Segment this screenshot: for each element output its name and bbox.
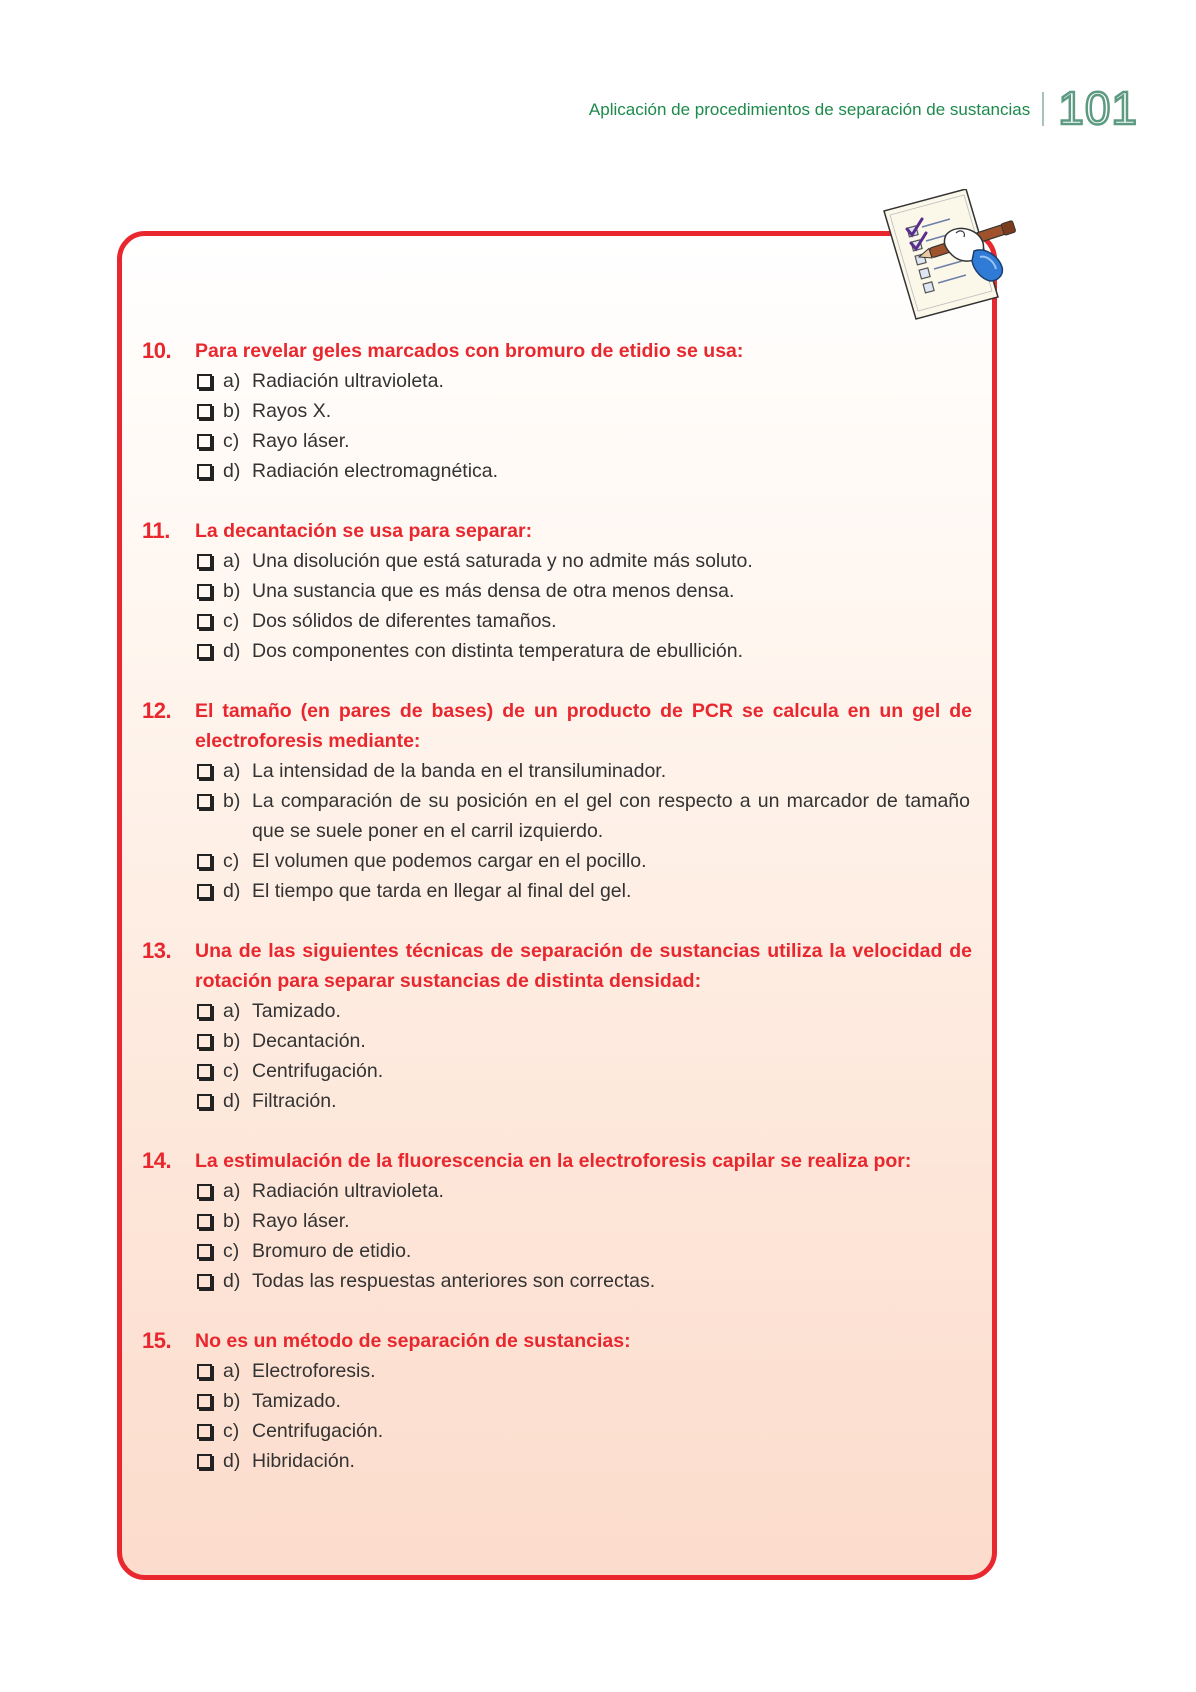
option-letter: d): [223, 880, 241, 902]
option-text: Hibridación.: [252, 1450, 355, 1472]
question-header: [142, 936, 972, 996]
question-number: 11.: [142, 518, 170, 543]
checkbox-icon[interactable]: [197, 584, 212, 599]
question-text: Una de las siguientes técnicas de separación de sustancias utiliza la velocidad de rotación para separar sustancias de distinta densidad:: [195, 940, 972, 992]
question-text: La decantación se usa para separar:: [195, 520, 533, 542]
checklist-hand-pen-icon: [876, 189, 1026, 324]
option-letter: a): [223, 550, 241, 572]
checkbox-icon[interactable]: [197, 434, 212, 449]
option-text: Decantación.: [252, 1030, 366, 1052]
option-text: Electroforesis.: [252, 1360, 376, 1382]
checkbox-icon[interactable]: [197, 1034, 212, 1049]
option-text: Una disolución que está saturada y no admite más soluto.: [252, 550, 753, 572]
question-number: 12.: [142, 698, 172, 723]
checkbox-icon[interactable]: [197, 1424, 212, 1439]
question-header: [142, 516, 972, 546]
option-letter: b): [223, 1210, 241, 1232]
checkbox-icon[interactable]: [197, 1064, 212, 1079]
option-letter: b): [223, 400, 241, 422]
checkbox-icon[interactable]: [197, 1214, 212, 1229]
checkbox-icon[interactable]: [197, 884, 212, 899]
option-letter: a): [223, 760, 241, 782]
question-number: 13.: [142, 938, 172, 963]
option-text: Dos componentes con distinta temperatura de ebullición.: [252, 640, 744, 662]
option-text: El tiempo que tarda en llegar al final del gel.: [252, 880, 632, 902]
option-text: La comparación de su posición en el gel con respecto a un marcador de tamaño que se suele poner en el carril izquierdo.: [252, 790, 970, 842]
option-letter: d): [223, 1090, 241, 1112]
option-letter: a): [223, 1180, 241, 1202]
checkbox-icon[interactable]: [197, 644, 212, 659]
checkbox-icon[interactable]: [197, 1454, 212, 1469]
option-letter: c): [223, 430, 240, 452]
checkbox-icon[interactable]: [197, 1394, 212, 1409]
option-letter: c): [223, 1240, 240, 1262]
question: [142, 696, 972, 906]
answer-option[interactable]: [195, 546, 972, 576]
question: [142, 936, 972, 1116]
option-text: Rayo láser.: [252, 1210, 350, 1232]
page-number: 101: [1058, 82, 1138, 134]
answer-options: [142, 366, 972, 486]
answer-option[interactable]: [195, 1206, 972, 1236]
option-letter: c): [223, 1420, 240, 1442]
option-letter: d): [223, 1270, 241, 1292]
checkbox-icon[interactable]: [197, 794, 212, 809]
checkbox-icon[interactable]: [197, 374, 212, 389]
checkbox-icon[interactable]: [197, 554, 212, 569]
checkbox-icon[interactable]: [197, 1004, 212, 1019]
answer-option[interactable]: [195, 1446, 972, 1476]
question-text: No es un método de separación de sustancias:: [195, 1330, 631, 1352]
checkbox-icon[interactable]: [197, 1184, 212, 1199]
answer-options: [142, 546, 972, 666]
answer-option[interactable]: [195, 1386, 972, 1416]
option-letter: b): [223, 1030, 241, 1052]
option-text: Tamizado.: [252, 1390, 341, 1412]
question-number: 14.: [142, 1148, 172, 1173]
option-text: El volumen que podemos cargar en el pocillo.: [252, 850, 647, 872]
option-letter: a): [223, 1000, 241, 1022]
checkbox-icon[interactable]: [197, 614, 212, 629]
option-text: Bromuro de etidio.: [252, 1240, 412, 1262]
option-text: Radiación ultravioleta.: [252, 1180, 444, 1202]
question-header: [142, 696, 972, 756]
option-text: Centrifugación.: [252, 1420, 384, 1442]
question-header: [142, 336, 972, 366]
answer-option[interactable]: [195, 606, 972, 636]
answer-option[interactable]: [195, 1266, 972, 1296]
answer-options: [142, 756, 972, 906]
answer-option[interactable]: [195, 876, 972, 906]
option-text: Todas las respuestas anteriores son correctas.: [252, 1270, 656, 1292]
checkbox-icon[interactable]: [197, 464, 212, 479]
option-letter: a): [223, 1360, 241, 1382]
checkbox-icon[interactable]: [197, 1364, 212, 1379]
checkbox-icon[interactable]: [197, 854, 212, 869]
answer-option[interactable]: [195, 396, 972, 426]
option-letter: b): [223, 790, 241, 812]
answer-option[interactable]: [195, 1086, 972, 1116]
page-header: [588, 82, 1138, 134]
answer-option[interactable]: [195, 1026, 972, 1056]
answer-options: [142, 1356, 972, 1476]
option-text: Rayos X.: [252, 400, 332, 422]
option-text: Radiación ultravioleta.: [252, 370, 444, 392]
option-letter: d): [223, 1450, 241, 1472]
answer-option[interactable]: [195, 636, 972, 666]
chapter-title: Aplicación de procedimientos de separación de sustancias: [588, 100, 1031, 119]
option-text: Rayo láser.: [252, 430, 350, 452]
question: [142, 1146, 972, 1296]
option-text: Filtración.: [252, 1090, 337, 1112]
checkbox-icon[interactable]: [197, 1094, 212, 1109]
option-text: Centrifugación.: [252, 1060, 384, 1082]
answer-option[interactable]: [195, 366, 972, 396]
option-letter: c): [223, 850, 240, 872]
question-text: La estimulación de la fluorescencia en la electroforesis capilar se realiza por:: [195, 1150, 912, 1172]
question: [142, 1326, 972, 1476]
checkbox-icon[interactable]: [197, 764, 212, 779]
option-letter: d): [223, 460, 241, 482]
question-number: 10.: [142, 338, 172, 363]
option-text: Dos sólidos de diferentes tamaños.: [252, 610, 557, 632]
answer-option[interactable]: [195, 996, 972, 1026]
option-letter: d): [223, 640, 241, 662]
option-letter: c): [223, 1060, 240, 1082]
answer-option[interactable]: [195, 426, 972, 456]
option-text: Tamizado.: [252, 1000, 341, 1022]
answer-option[interactable]: [195, 576, 972, 606]
question: [142, 516, 972, 666]
answer-option[interactable]: [195, 1416, 972, 1446]
answer-option[interactable]: [195, 1176, 972, 1206]
answer-options: [142, 1176, 972, 1296]
option-letter: b): [223, 1390, 241, 1412]
question-header: [142, 1146, 972, 1176]
answer-option[interactable]: [195, 1056, 972, 1086]
question-header: [142, 1326, 972, 1356]
answer-options: [142, 996, 972, 1116]
option-letter: c): [223, 610, 240, 632]
answer-option[interactable]: [195, 456, 972, 486]
checkbox-icon[interactable]: [197, 404, 212, 419]
option-letter: b): [223, 580, 241, 602]
option-text: Radiación electromagnética.: [252, 460, 499, 482]
answer-option[interactable]: [195, 1236, 972, 1266]
question-number: 15.: [142, 1328, 172, 1353]
question: [142, 336, 972, 486]
header-divider: [1042, 92, 1044, 126]
option-text: Una sustancia que es más densa de otra menos densa.: [252, 580, 735, 602]
option-letter: a): [223, 370, 241, 392]
answer-option[interactable]: [195, 1356, 972, 1386]
question-text: Para revelar geles marcados con bromuro de etidio se usa:: [195, 340, 744, 362]
answer-option[interactable]: [195, 846, 972, 876]
answer-option[interactable]: [195, 786, 972, 846]
checkbox-icon[interactable]: [197, 1244, 212, 1259]
answer-option[interactable]: [195, 756, 972, 786]
question-text: El tamaño (en pares de bases) de un producto de PCR se calcula en un gel de electroforesis mediante:: [195, 700, 972, 752]
option-text: La intensidad de la banda en el transiluminador.: [252, 760, 667, 782]
question-list: [142, 336, 972, 1506]
checkbox-icon[interactable]: [197, 1274, 212, 1289]
